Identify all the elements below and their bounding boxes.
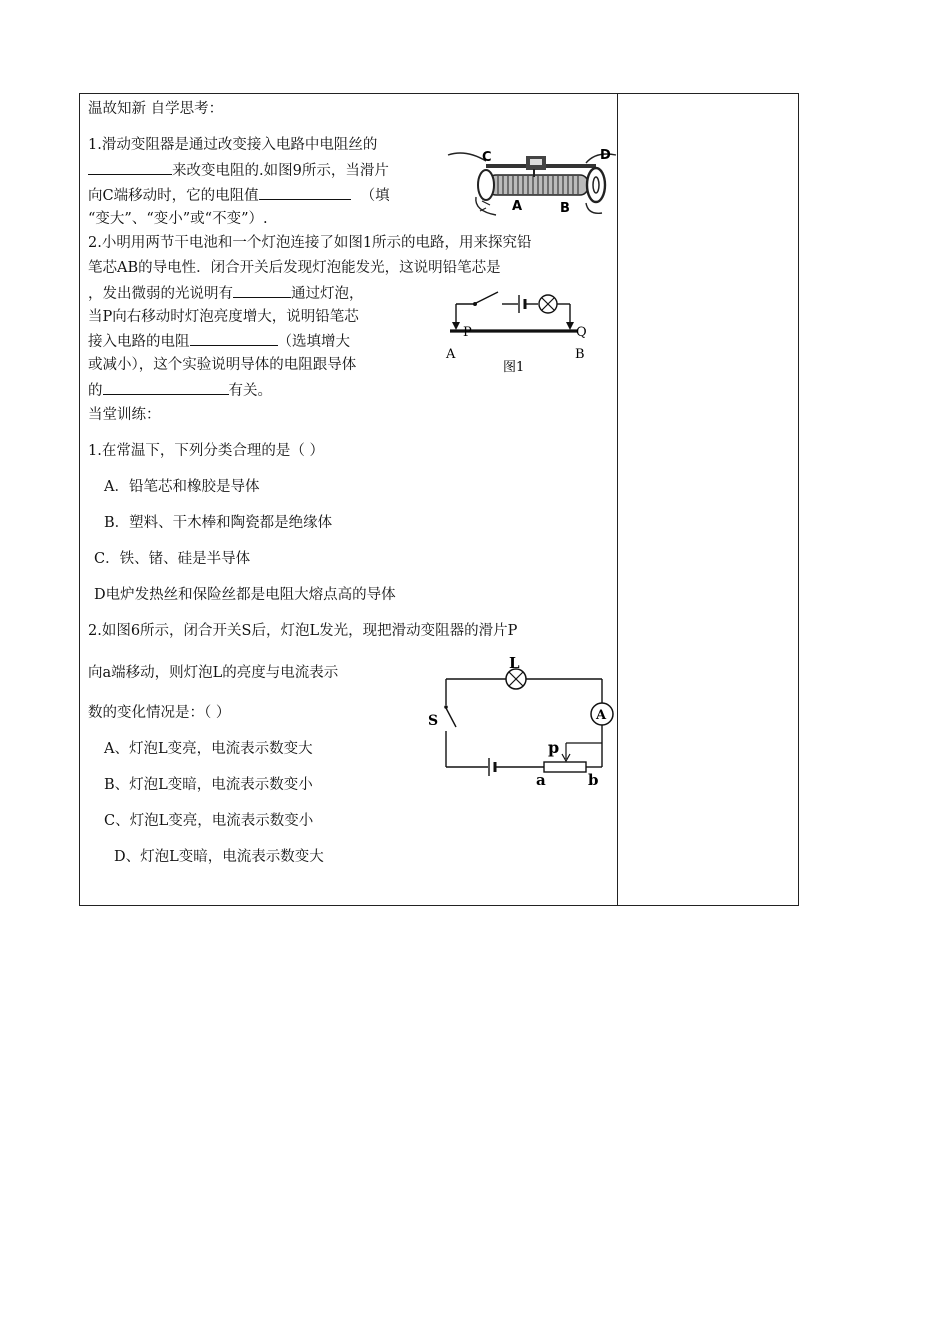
q2-line1: 2.小明用两节干电池和一个灯泡连接了如图1所示的电路，用来探究铅 <box>88 235 532 251</box>
fig1-label-b: B <box>575 347 585 362</box>
q2-line2: 笔芯AB的导电性．闭合开关后发现灯泡能发光，这说明铅笔芯是 <box>88 260 501 276</box>
figure-6-circuit <box>426 655 616 790</box>
q1-line4: “变大”、“变小”或“不变”）. <box>88 211 268 227</box>
practice-q2-option-d: D、灯泡L变暗，电流表示数变大 <box>114 849 324 865</box>
practice-q2-line2: 向a端移动，则灯泡L的亮度与电流表示 <box>88 665 339 681</box>
fig9-label-b: B <box>560 201 570 216</box>
figure-9-rheostat <box>446 145 618 220</box>
section-heading-practice: 当堂训练： <box>88 407 161 423</box>
answer-blank[interactable] <box>233 283 291 298</box>
answer-blank[interactable] <box>190 331 278 346</box>
q1-line1: 1.滑动变阻器是通过改变接入电路中电阻丝的 <box>88 137 378 153</box>
practice-q2-option-c: C、灯泡L变亮，电流表示数变小 <box>104 813 314 829</box>
q2-line7: 的 有关。 <box>88 380 272 401</box>
fig1-label-a: A <box>446 347 456 362</box>
fig9-label-c: C <box>482 150 492 165</box>
fig1-label-p: P <box>463 325 472 340</box>
fig6-label-b: b <box>588 771 599 789</box>
q2-line4: 当P向右移动时灯泡亮度增大，说明铅笔芯 <box>88 309 359 325</box>
practice-q2-option-a: A、灯泡L变亮，电流表示数变大 <box>104 741 313 757</box>
section-heading-review: 温故知新 自学思考： <box>88 101 224 117</box>
fig6-label-p: p <box>548 738 560 757</box>
q2-line5: 接入电路的电阻 （选填增大 <box>88 331 350 352</box>
practice-q2-option-b: B、灯泡L变暗，电流表示数变小 <box>104 777 313 793</box>
practice-q1-stem: 1.在常温下，下列分类合理的是（ ） <box>88 443 324 459</box>
q1-line2: 来改变电阻的.如图9所示，当滑片 <box>88 160 389 181</box>
fig6-ammeter-label: A <box>596 708 607 723</box>
fig6-label-s: S <box>428 713 439 729</box>
practice-q1-option-a: A．铅笔芯和橡胶是导体 <box>104 479 260 495</box>
fig1-caption: 图1 <box>503 360 525 375</box>
answer-blank[interactable] <box>103 380 229 395</box>
practice-q1-option-b: B．塑料、干木棒和陶瓷都是绝缘体 <box>104 515 333 531</box>
answer-blank[interactable] <box>259 185 351 200</box>
q2-line6: 或减小），这个实验说明导体的电阻跟导体 <box>88 357 357 373</box>
practice-q2-line1: 2.如图6所示，闭合开关S后，灯泡L发光，现把滑动变阻器的滑片P <box>88 623 518 639</box>
fig9-label-d: D <box>600 148 611 163</box>
practice-q2-line3: 数的变化情况是：（ ） <box>88 705 231 721</box>
q1-line3: 向C端移动时，它的电阻值 （填 <box>88 185 390 206</box>
answer-blank[interactable] <box>88 160 172 175</box>
q2-line3: ，发出微弱的光说明有 通过灯泡， <box>88 283 364 304</box>
fig1-label-q: Q <box>576 325 587 340</box>
fig6-label-l: L <box>509 655 520 672</box>
practice-q1-option-c: C．铁、锗、硅是半导体 <box>94 551 251 567</box>
fig6-label-a: a <box>536 771 546 789</box>
fig9-label-a: A <box>512 199 523 214</box>
practice-q1-option-d: D电炉发热丝和保险丝都是电阻大熔点高的导体 <box>94 587 396 603</box>
figure-1-circuit <box>442 284 602 379</box>
